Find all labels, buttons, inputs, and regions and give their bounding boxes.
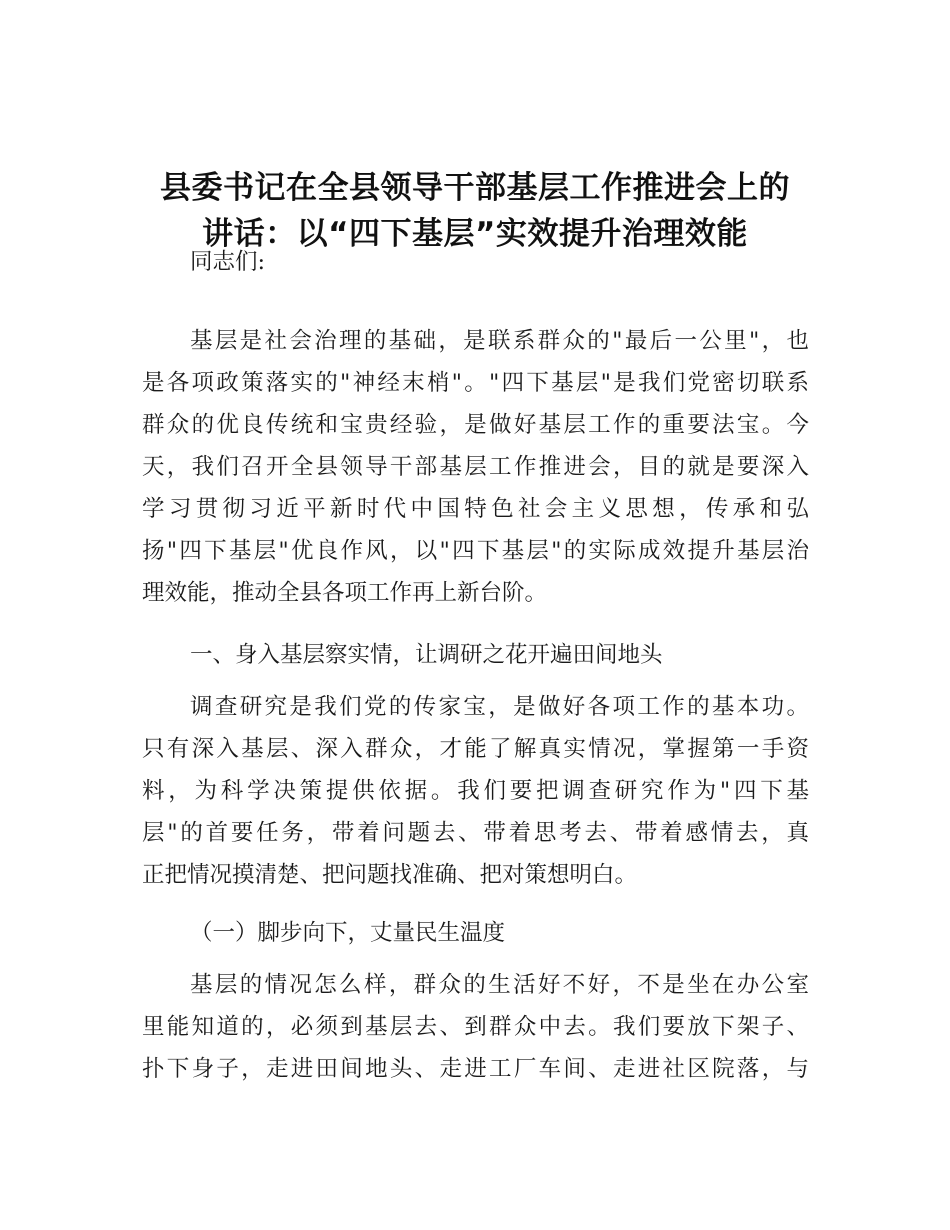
paragraph-grassroots	[142, 964, 809, 1090]
salutation-block	[142, 241, 809, 283]
subsection-heading-1	[142, 912, 809, 954]
paragraph-research	[142, 686, 809, 896]
subsection-heading-text: （一）脚步向下，丈量民生温度	[190, 920, 506, 946]
paragraph-line: 天，我们召开全县领导干部基层工作推进会，目的就是要深入	[142, 454, 809, 480]
title-line-1: 县委书记在全县领导干部基层工作推进会上的	[160, 170, 790, 206]
paragraph-line: 只有深入基层、深入群众，才能了解真实情况，掌握第一手资	[142, 736, 809, 762]
paragraph-line: 里能知道的，必须到基层去、到群众中去。我们要放下架子、	[142, 1014, 809, 1040]
paragraph-intro	[142, 320, 809, 614]
title-line-2: 讲话：以“四下基层”实效提升治理效能	[202, 216, 748, 252]
paragraph-line: 正把情况摸清楚、把问题找准确、把对策想明白。	[142, 862, 638, 888]
paragraph-line: 学习贯彻习近平新时代中国特色社会主义思想，传承和弘	[142, 496, 809, 522]
paragraph-line: 理效能，推动全县各项工作再上新台阶。	[142, 580, 548, 606]
paragraph-line: 调查研究是我们党的传家宝，是做好各项工作的基本功。	[190, 694, 809, 720]
section-heading-text: 一、身入基层察实情，让调研之花开遍田间地头	[190, 642, 663, 668]
paragraph-line: 基层的情况怎么样，群众的生活好不好，不是坐在办公室	[190, 972, 809, 998]
salutation: 同志们:	[190, 249, 266, 275]
paragraph-line: 扑下身子，走进田间地头、走进工厂车间、走进社区院落，与	[142, 1056, 809, 1082]
paragraph-line: 是各项政策落实的"神经末梢"。"四下基层"是我们党密切联系	[142, 370, 809, 396]
paragraph-line: 层"的首要任务，带着问题去、带着思考去、带着感情去，真	[142, 820, 809, 846]
paragraph-line: 群众的优良传统和宝贵经验，是做好基层工作的重要法宝。今	[142, 412, 809, 438]
paragraph-line: 料，为科学决策提供依据。我们要把调查研究作为"四下基	[142, 778, 809, 804]
paragraph-line: 基层是社会治理的基础，是联系群众的"最后一公里"，也	[190, 328, 809, 354]
section-heading-1	[142, 634, 809, 676]
paragraph-line: 扬"四下基层"优良作风，以"四下基层"的实际成效提升基层治	[142, 538, 809, 564]
